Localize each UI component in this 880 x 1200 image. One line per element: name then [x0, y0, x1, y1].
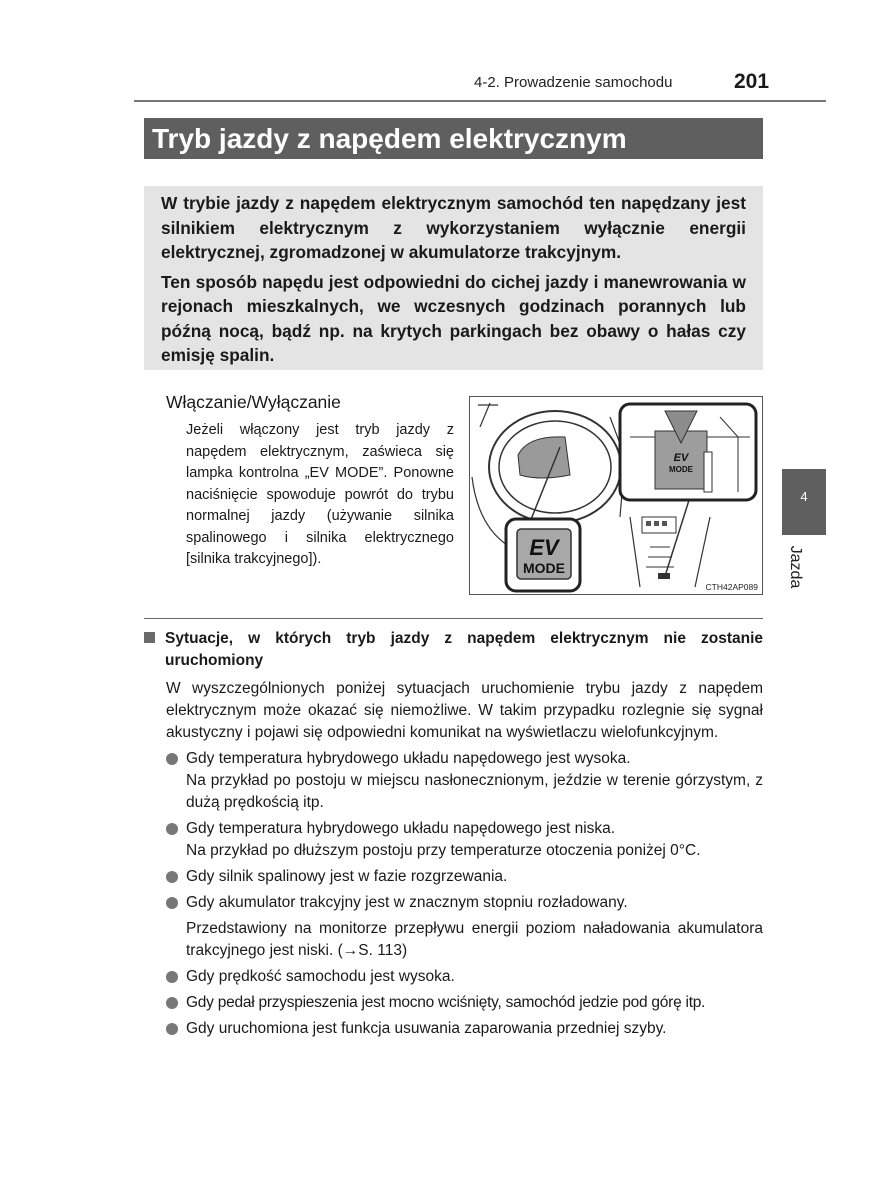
chapter-number: 4 — [800, 489, 808, 504]
circle-bullet-icon — [166, 871, 178, 883]
page-number: 201 — [734, 70, 770, 93]
list-item-text: Gdy silnik spalinowy jest w fazie rozgrzewania. — [186, 868, 508, 885]
ev-conditions-section — [144, 628, 763, 1044]
list-item-note: Na przykład po dłuższym postoju przy temperaturze otoczenia poniżej 0°C. — [186, 842, 701, 859]
intro-paragraph-2: Ten sposób napędu jest odpowiedni do cichej jazdy i manewrowania w rejonach mieszkalnych, we wczesnych godzinach porannych lub późną nocą, bądź np. na krytych parkingach bez obawy o hałas czy emisję spalin. — [161, 271, 746, 365]
circle-bullet-icon — [166, 897, 178, 909]
intro-box — [144, 186, 763, 370]
ev-small-line1: EV — [673, 452, 689, 464]
list-item — [166, 992, 763, 1014]
figure-code: CTH42AP089 — [705, 582, 758, 592]
circle-bullet-icon — [166, 753, 178, 765]
list-item-text: Gdy temperatura hybrydowego układu napędowego jest niska. — [186, 820, 616, 837]
section-separator — [144, 618, 763, 619]
section-heading — [144, 628, 763, 672]
list-item — [166, 866, 763, 888]
ev-big-line2: MODE — [523, 560, 565, 576]
onoff-heading: Włączanie/Wyłączanie — [166, 392, 341, 412]
list-item-text: Gdy temperatura hybrydowego układu napędowego jest wysoka. — [186, 750, 631, 767]
header-section-title: 4-2. Prowadzenie samochodu — [474, 74, 673, 91]
list-item-text: Gdy akumulator trakcyjny jest w znacznym stopniu rozładowany. — [186, 894, 628, 911]
list-item-text: Gdy uruchomiona jest funkcja usuwania zaparowania przedniej szyby. — [186, 1020, 667, 1037]
circle-bullet-icon — [166, 823, 178, 835]
section-body: W wyszczególnionych poniżej sytuacjach uruchomienie trybu jazdy z napędem elektrycznym może okazać się niemożliwe. W takim przypadku rozlegnie się sygnał akustyczny i pojawi się odpowiedni komunikat na wyświetlaczu wielofunkcyjnym. — [166, 680, 763, 741]
circle-bullet-icon — [166, 1023, 178, 1035]
list-item-note: Przedstawiony na monitorze przepływu energii poziom naładowania akumulatora trakcyjnego jest niski. (→S. 113) — [186, 920, 763, 959]
list-item — [166, 966, 763, 988]
ev-big-line1: EV — [529, 535, 559, 560]
list-item — [166, 892, 763, 962]
list-item-text: Gdy pedał przyspieszenia jest mocno wciśnięty, samochód jedzie pod górę itp. — [186, 994, 706, 1011]
chapter-label: Jazda — [787, 545, 804, 589]
circle-bullet-icon — [166, 971, 178, 983]
ev-small-line2: MODE — [669, 465, 693, 474]
chapter-tab — [782, 469, 826, 535]
circle-bullet-icon — [166, 997, 178, 1009]
dashboard-illustration — [470, 397, 762, 594]
list-item — [166, 1018, 763, 1040]
list-item — [166, 748, 763, 814]
intro-paragraph-1: W trybie jazdy z napędem elektrycznym samochód ten napędzany jest silnikiem elektrycznym z wykorzystaniem wyłącznie energii elektrycznej, zgromadzonej w akumulatorze trakcyjnym. — [161, 193, 746, 262]
list-item-text: Gdy prędkość samochodu jest wysoka. — [186, 968, 455, 985]
section-heading-text: Sytuacje, w których tryb jazdy z napędem elektrycznym nie zostanie uruchomiony — [165, 630, 763, 669]
square-bullet-icon — [144, 632, 155, 643]
list-item-note: Na przykład po postoju w miejscu nasłonecznionym, jeździe w terenie górzystym, z dużą prędkością itp. — [186, 772, 763, 811]
list-item — [166, 818, 763, 862]
header-rule — [134, 100, 826, 102]
ev-mode-figure — [469, 396, 763, 595]
onoff-text: Jeżeli włączony jest tryb jazdy z napędem elektrycznym, zaświeca się lampka kontrolna „EV MODE”. Ponowne naciśnięcie spowoduje powrót do trybu normalnej jazdy (używanie silnika spalinowego i silnika elektrycznego [silnika trakcyjnego]). — [186, 422, 454, 567]
page-title: Tryb jazdy z napędem elektrycznym — [144, 118, 763, 159]
conditions-list — [166, 748, 763, 1040]
